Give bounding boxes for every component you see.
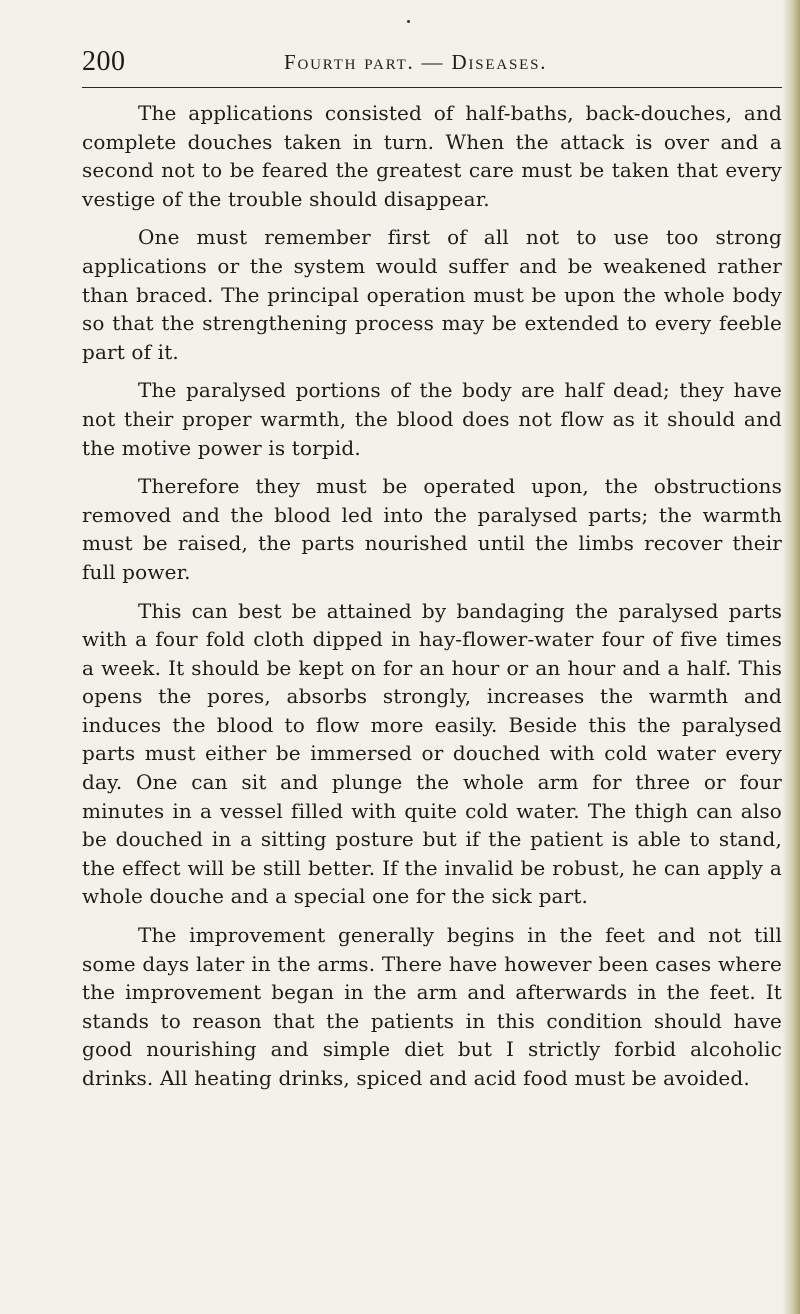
page-edge-shadow bbox=[782, 0, 800, 1314]
page-number: 200 bbox=[82, 46, 126, 77]
running-head-title: Fourth part. — Diseases. bbox=[284, 50, 548, 74]
body-text bbox=[82, 99, 782, 1103]
paragraph: Therefore they must be operated upon, the obstructions removed and the blood led into the paralysed parts; the warmth must be raised, the parts nourished until the limbs recover their full power. bbox=[82, 474, 782, 584]
print-speck bbox=[407, 20, 410, 23]
paragraph: This can best be attained by bandaging the paralysed parts with a four fold cloth dipped in hay-flower-water four of five times a week. It should be kept on for an hour or an hour and a half. This opens the pores, absorbs strongly, increases the warmth and induces the blood to flow more easily. Beside this the paralysed parts must either be immersed or douched with cold water every day. One can sit and plunge the whole arm for three or four minutes in a vessel filled with quite cold water. The thigh can also be douched in a sitting posture but if the patient is able to stand, the effect will be still better. If the invalid be robust, he can apply a whole douche and a special one for the sick part. bbox=[82, 598, 782, 909]
paragraph: The applications consisted of half-baths, back-douches, and complete douches taken in turn. When the attack is over and a second not to be feared the greatest care must be taken that every vestige of the trouble should disappear. bbox=[82, 101, 782, 211]
paragraph: The improvement generally begins in the feet and not till some days later in the arms. There have however been cases where the improvement began in the arm and afterwards in the feet. It stands to reason that the patients in this condition should have good nourishing and simple diet but I strictly forbid alcoholic drinks. All heating drinks, spiced and acid food must be avoided. bbox=[82, 923, 782, 1090]
paragraph: One must remember first of all not to use too strong applications or the system would suffer and be weakened rather than braced. The principal operation must be upon the whole body so that the strengthening process may be extended to every feeble part of it. bbox=[82, 225, 782, 364]
paragraph: The paralysed portions of the body are half dead; they have not their proper warmth, the blood does not flow as it should and the motive power is torpid. bbox=[82, 378, 782, 460]
running-head bbox=[82, 44, 782, 84]
header-rule bbox=[82, 87, 782, 88]
